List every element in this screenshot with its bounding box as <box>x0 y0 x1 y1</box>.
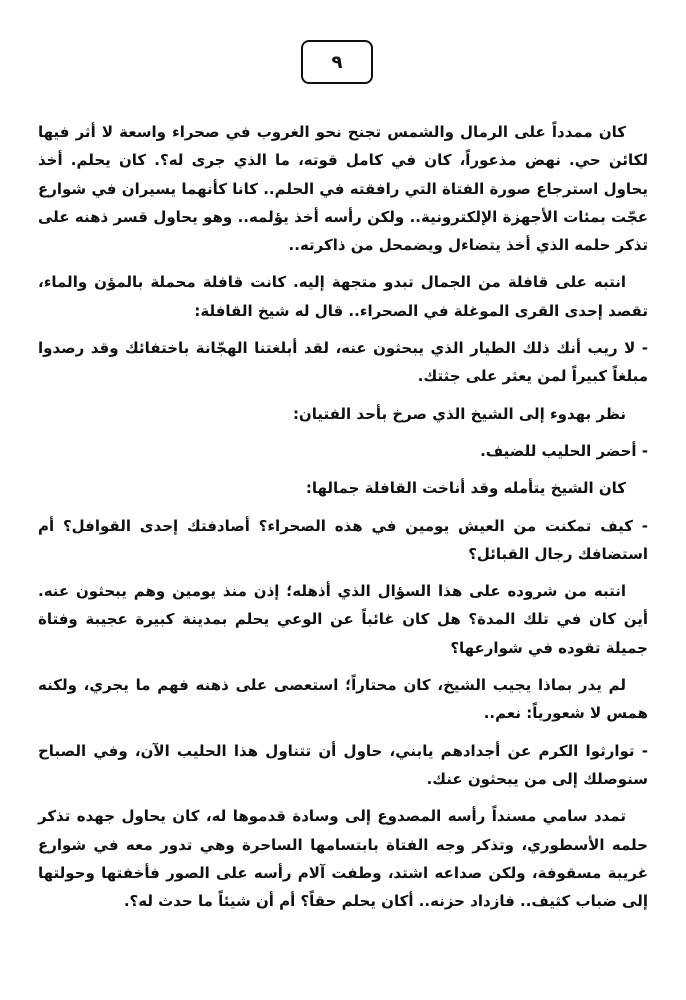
narration-paragraph: نظر بهدوء إلى الشيخ الذي صرخ بأحد الفتيان: <box>292 404 626 423</box>
narration-paragraph: انتبه من شروده على هذا السؤال الذي أذهله؛ إذن منذ يومين وهم يبحثون عنه. أين كان في تلك المدة؟ هل كان غائباً عن الوعي يحلم بمدينة كبيرة عجيبة وفتاة جميلة تقوده في شوارعها؟ <box>38 582 648 657</box>
narration-paragraph: تمدد سامي مسنداً رأسه المصدوع إلى وسادة قدموها له، كان يحاول جهده تذكر حلمه الأسطوري، وتذكر وجه الفتاة بابتسامها الساحرة وهي تدور معه في شوارع غريبة مسقوفة، ولكن صداعه اشتد، وطفت آلام رأسه على الصور فأخفتها وحولتها إلى ضباب كثيف.. فازداد حزنه.. أكان يحلم حقاً؟ أم أن شيئاً ما حدث له؟. <box>38 807 648 911</box>
body-text <box>38 118 648 924</box>
dialogue-paragraph: - لا ريب أنك ذلك الطيار الذي يبحثون عنه، لقد أبلغتنا الهجّانة باختفائك وقد رصدوا مبلغاً كبيراً لمن يعثر على جثتك. <box>38 339 648 386</box>
dialogue-paragraph: - كيف تمكنت من العيش يومين في هذه الصحراء؟ أصادفتك إحدى القوافل؟ أم استضافك رجال القبائل؟ <box>38 516 648 563</box>
dialogue-paragraph: - توارثوا الكرم عن أجدادهم يابني، حاول أن تتناول هذا الحليب الآن، وفي الصباح سنوصلك إلى من يبحثون عنك. <box>38 741 648 788</box>
narration-paragraph: لم يدر بماذا يجيب الشيخ، كان محتاراً؛ استعصى على ذهنه فهم ما يجري، ولكنه همس لا شعورياً: نعم.. <box>38 676 648 723</box>
page-number-box <box>301 40 373 84</box>
narration-paragraph: كان ممدداً على الرمال والشمس تجنح نحو الغروب في صحراء واسعة لا أثر فيها لكائن حي. نهض مذعوراً، كان في كامل قوته، ما الذي جرى له؟. كان يحلم. أخذ يحاول استرجاع صورة الفتاة التي رافقته في الحلم.. كانا كأنهما يسيران في شوارع عجّت بمئات الأجهزة الإلكترونية.. ولكن رأسه أخذ يؤلمه.. وهو يحاول قسر ذهنه على تذكر حلمه الذي أخذ يتضاءل ويضمحل من ذاكرته.. <box>38 123 648 255</box>
narration-paragraph: انتبه على قافلة من الجمال تبدو متجهة إليه. كانت قافلة محملة بالمؤن والماء، تقصد إحدى القرى الموغلة في الصحراء.. قال له شيخ القافلة: <box>38 273 648 320</box>
page-number: ٩ <box>331 51 343 73</box>
dialogue-paragraph: - أحضر الحليب للضيف. <box>480 441 648 460</box>
narration-paragraph: كان الشيخ يتأمله وقد أناخت القافلة جمالها: <box>305 479 626 498</box>
